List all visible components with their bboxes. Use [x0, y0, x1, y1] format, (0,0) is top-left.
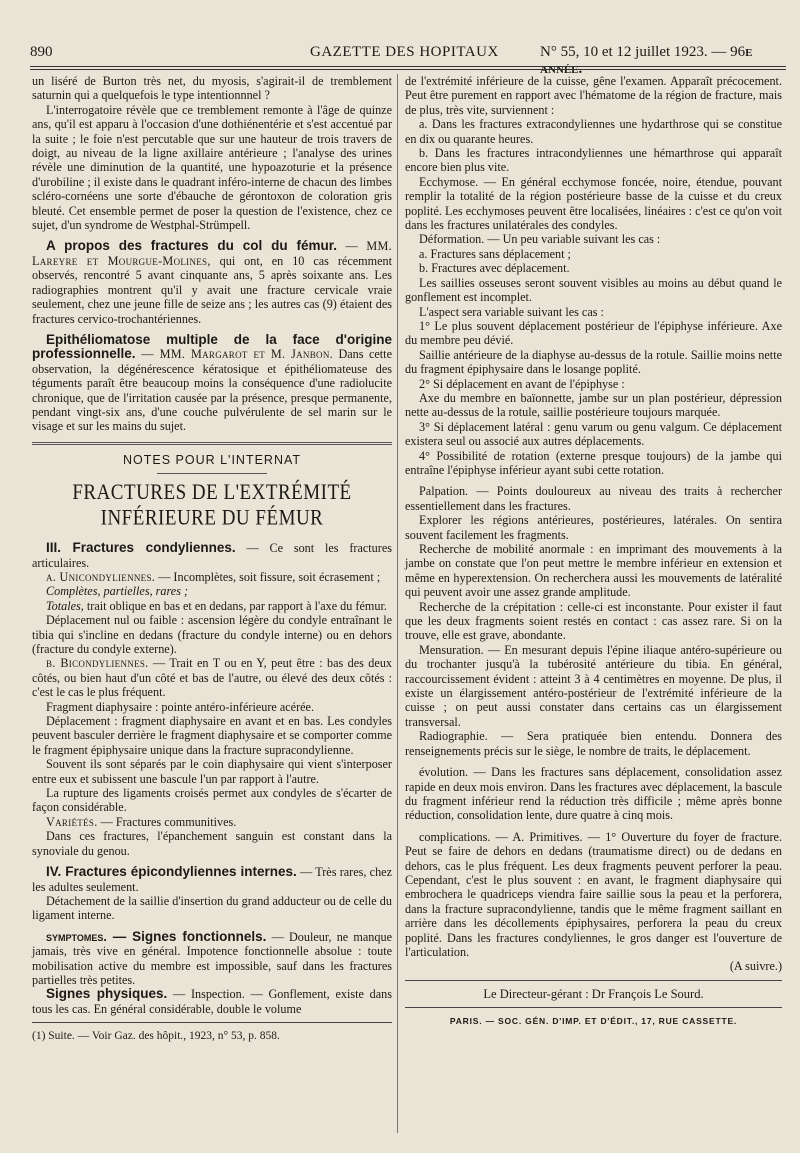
item-label: b. Bicondyliennes. — [46, 656, 149, 671]
paragraph — [32, 541, 392, 570]
article-heading: Epithéliomatose multiple de la face d'origine professionnelle. — [32, 331, 392, 362]
paragraph: Explorer les régions antérieures, postérieures, latérales. On sentira souvent facilement les fragments. — [405, 513, 782, 542]
paragraph: L'aspect sera variable suivant les cas : — [419, 304, 604, 319]
footnote: (1) Suite. — Voir Gaz. des hôpit., 1923, n° 53, p. 858. — [32, 1030, 280, 1043]
to-be-continued: (A suivre.) — [729, 959, 782, 974]
paragraph: 3° Si déplacement latéral : genu varum ou genu valgum. Ce déplacement existera seul ou associé aux autres déplacements. — [405, 419, 782, 449]
paragraph — [32, 333, 392, 434]
paragraph: b. Fractures avec déplacement. — [419, 261, 570, 276]
paragraph: Dans ces fractures, l'épanchement sanguin est constant dans la synoviale du genou. — [32, 829, 392, 858]
signature-rule — [405, 980, 782, 981]
header-rule — [30, 66, 786, 70]
paragraph: Recherche de mobilité anormale : en imprimant des mouvements à la jambe on constate que l'on peut mettre le membre inférieur en extension et même en hyperextension. On recherchera aussi les mouvements de latéralité qui peuvent avoir une assez grande amplitude. — [405, 542, 782, 600]
text: — Ce sont les fractures articulaires. — [32, 541, 392, 570]
paragraph: La rupture des ligaments croisés permet aux condyles de s'écarter de façon considérable. — [32, 786, 392, 815]
paragraph: de l'extrémité inférieure de la cuisse, gêne l'examen. Apparaît précocement. Peut être purement en rapport avec l'hématome de la région de fracture, mais de plus, très vite, surviennent : — [405, 74, 782, 117]
paragraph: b. Dans les fractures intracondyliennes une hémarthrose qui apparaît encore bien plus vite. — [405, 146, 782, 175]
text: Complètes, partielles, rares ; — [46, 584, 189, 599]
paragraph — [32, 584, 392, 598]
paragraph — [32, 570, 392, 584]
article-authors: — MM. Margarot et M. Janbon. — [135, 347, 333, 362]
paragraph: a. Dans les fractures extracondyliennes une hydarthrose qui se constitue en dix ou quarante heures. — [405, 117, 782, 146]
article-authors: — MM. Lareyre et Mourgue-Molines, — [32, 239, 392, 268]
paragraph: Recherche de la crépitation : celle-ci est inconstante. Pour exister il faut que les deux fragments soient restés en contact : cas assez rare. Si on la trouve, elle est grave, abondante. — [405, 599, 782, 643]
article-text: qui ont, en 10 cas récemment observés, rencontré 5 avant cinquante ans, 5 après soixante ans. Les radiographies montrent qu'il y avait une fracture cervicale vraie seulement, chez une jeune fille de seize ans ; les autres cas (9) étaient des fractures cervico-trochantériennes. — [32, 253, 392, 326]
paragraph — [32, 239, 392, 325]
text: Totales, — [46, 598, 84, 613]
paragraph: 1° Le plus souvent déplacement postérieur de l'épiphyse inférieure. Axe du membre peu dévié. — [405, 318, 782, 348]
signature: Le Directeur-gérant : Dr François Le Sourd. — [483, 986, 704, 1001]
article-heading: A propos des fractures du col du fémur. — [46, 238, 337, 254]
text: — Trait en T ou en Y, peut être : bas des deux côtés, ou bien haut d'un côté et bas de l'autre, ou élevé des deux côtés : c'est le cas le plus fréquent. — [32, 656, 393, 700]
section-rule — [32, 442, 392, 445]
issue-date: N° 55, 10 et 12 juillet 1923. — 96 — [540, 44, 746, 60]
section-label: symptomes. — [46, 929, 107, 944]
divider — [157, 473, 267, 474]
paragraph — [32, 865, 392, 894]
text: — Fractures communitives. — [97, 814, 237, 829]
footnote-rule — [32, 1022, 392, 1023]
paragraph: Les saillies osseuses seront souvent visibles au moins au début quand le gonflement est incomplet. — [405, 275, 782, 305]
page-header — [30, 44, 790, 77]
paragraph: Palpation. — Points douloureux au niveau des traits à rechercher essentiellement dans les fractures. — [405, 484, 782, 513]
paragraph: Mensuration. — En mesurant depuis l'épine iliaque antéro-supérieure ou du trochanter jusqu'à la tubérosité antérieure du tibia. En général, raccourcissement évident : atteint 3 à 4 centimètres en moyenne. De plus, il existe un élargissement antéro-postérieur de l'extrémité inférieure de la cuisse ; on peut aussi constater dans certains cas un élargissement transversal. — [405, 642, 782, 729]
paragraph: Déplacement : fragment diaphysaire en avant et en bas. Les condyles peuvent basculer derrière le fragment diaphysaire et se comporter comme le fragment épiphysaire unique dans la fracture supracondylienne. — [32, 714, 392, 757]
section-title: NOTES POUR L'INTERNAT — [122, 452, 302, 467]
article-title: FRACTURES DE L'EXTRÉMITÉ INFÉRIEURE DU FÉMUR — [72, 480, 352, 531]
paragraph: Saillie antérieure de la diaphyse au-dessus de la rotule. Saillie moins nette du fragment épiphysaire dans le losange poplité. — [405, 347, 782, 377]
text: — Douleur, ne manque jamais, très vive en général. Impotence fonctionnelle absolue : toute mobilisation active du membre est impossible, sauf dans les fractures partielles très petites. — [32, 929, 392, 987]
subsection-heading: — Signes fonctionnels. — [106, 928, 267, 944]
printer-rule — [405, 1007, 782, 1008]
column-divider — [397, 74, 398, 1133]
paragraph: évolution. — Dans les fractures sans déplacement, consolidation assez rapide en deux mois environ. Dans les fractures avec déplacement, la bascule du fragment inférieur rend la réduction très difficile ; même après bonne réduction, consolidation lente, dure quatre à cinq mois. — [405, 765, 782, 823]
paragraph — [32, 930, 392, 988]
paragraph: Fragment diaphysaire : pointe antéro-inférieure acérée. — [46, 699, 314, 714]
paragraph: Radiographie. — Sera pratiquée bien entendu. Donnera des renseignements précis sur le siège, le nombre de traits, le déplacement. — [405, 729, 782, 758]
paragraph: Détachement de la saillie d'insertion du grand adducteur ou de celle du ligament interne. — [32, 893, 392, 923]
paragraph: Souvent ils sont séparés par le coin diaphysaire qui vient s'interposer entre eux et subissent une bascule l'un par rapport à l'autre. — [32, 757, 392, 786]
item-label: Variétés. — [46, 814, 98, 829]
paragraph: un liséré de Burton très net, du myosis, s'agirait-il de tremblement saturnin qui a quelquefois le type intentionnnel ? — [32, 74, 392, 103]
article-text: Dans cette observation, la dégénérescence kératosique et épithéliomateuse des téguments paraît être beaucoup moins la conséquence d'une radiolucite chronique, que de l'irritation causée par la présence, presque permanente, pendant vingt-six ans, d'une couche pulvérulente de sel marin sur le visage et sur les mains du sujet. — [32, 347, 392, 434]
paragraph: a. Fractures sans déplacement ; — [419, 246, 571, 261]
subsection-heading: III. Fractures condyliennes. — [46, 540, 236, 556]
right-column — [405, 74, 782, 1029]
text: — Incomplètes, soit fissure, soit écrasement ; — [155, 569, 381, 584]
paragraph — [32, 815, 392, 829]
paragraph — [32, 599, 392, 613]
paragraph — [32, 987, 392, 1016]
text: trait oblique en bas et en dedans, par rapport à l'axe du fémur. — [83, 598, 387, 613]
printer-line: PARIS. — SOC. GÉN. D'IMP. ET D'ÉDIT., 17, RUE CASSETTE. — [449, 1016, 738, 1027]
issue-year: e année. — [540, 44, 753, 77]
paragraph: L'interrogatoire révèle que ce tremblement remonte à l'âge de quinze ans, qu'il est apparu à l'occasion d'une dothiénentérie et s'est accentué par la suite ; le foie n'est percutable que sur une hauteur de trois travers de doigt, au niveau de la ligne axillaire antérieure ; l'analyse des urines révèle une diminution de la quantité, une hypoazoturie et la présence d'urobiline ; il existe dans le quadrant inféro-interne de chacun des limbes scléro-cornéens une sorte d'ébauche de gérontoxon de coloration gris bleuté. Cet ensemble permet de poser la question de l'existence, chez ce sujet, d'un syndrome de Westphal-Strümpell. — [32, 102, 392, 233]
paragraph: Axe du membre en baïonnette, jambe sur un plan postérieur, dépression nette au-dessus de la rotule, saillie postérieure toujours marquée. — [405, 390, 782, 420]
issue-line — [540, 44, 790, 78]
subsection-heading: Signes physiques. — [46, 986, 168, 1002]
paragraph: Déplacement nul ou faible : ascension légère du condyle entraînant le tibia qui s'incline en dedans (fracture du condyle interne) ou en dehors (fracture du condyle externe). — [32, 613, 392, 656]
paragraph: complications. — A. Primitives. — 1° Ouverture du foyer de fracture. Peut se faire de dehors en dedans (traumatisme direct) ou de dedans en dehors, cas le plus fréquent. Les deux fragments peuvent perforer la peau. Cependant, c'est le plus souvent : en avant, le fragment diaphysaire qui embrochera le quadriceps viendra faire saillie sous la peau et la perforera, dans la fracture supracondylienne, tandis que le même fragment saillant en arrière dans les décollements épiphysaires, perforera la peau du creux poplité. Dans les fractures condyliennes, le gros danger est l'ouverture de l'articulation. — [405, 829, 782, 959]
paragraph: Ecchymose. — En général ecchymose foncée, noire, étendue, pouvant remplir la totalité de la région postérieure basse de la cuisse et du creux poplité. Les ecchymoses peuvent être localisées, linéaires : c'est ce qu'on voit dans les fractures unilatérales des condyles. — [405, 174, 782, 233]
paragraph — [32, 656, 392, 699]
text: — Inspection. — Gonflement, existe dans tous les cas. En général considérable, double le volume — [32, 987, 392, 1016]
paragraph: 4° Possibilité de rotation (externe presque toujours) de la jambe qui entraîne l'épiphyse inférieur ayant subi cette rotation. — [405, 448, 782, 477]
item-label: a. Unicondyliennes. — [46, 569, 156, 584]
subsection-heading: IV. Fractures épicondyliennes internes. — [46, 864, 297, 880]
journal-title: GAZETTE DES HOPITAUX — [310, 44, 499, 60]
paragraph: Déformation. — Un peu variable suivant les cas : — [419, 232, 661, 247]
paragraph: 2° Si déplacement en avant de l'épiphyse : — [419, 376, 625, 391]
page-number: 890 — [30, 44, 53, 60]
text: — Très rares, chez les adultes seulement. — [32, 865, 393, 894]
left-column — [32, 74, 392, 1044]
